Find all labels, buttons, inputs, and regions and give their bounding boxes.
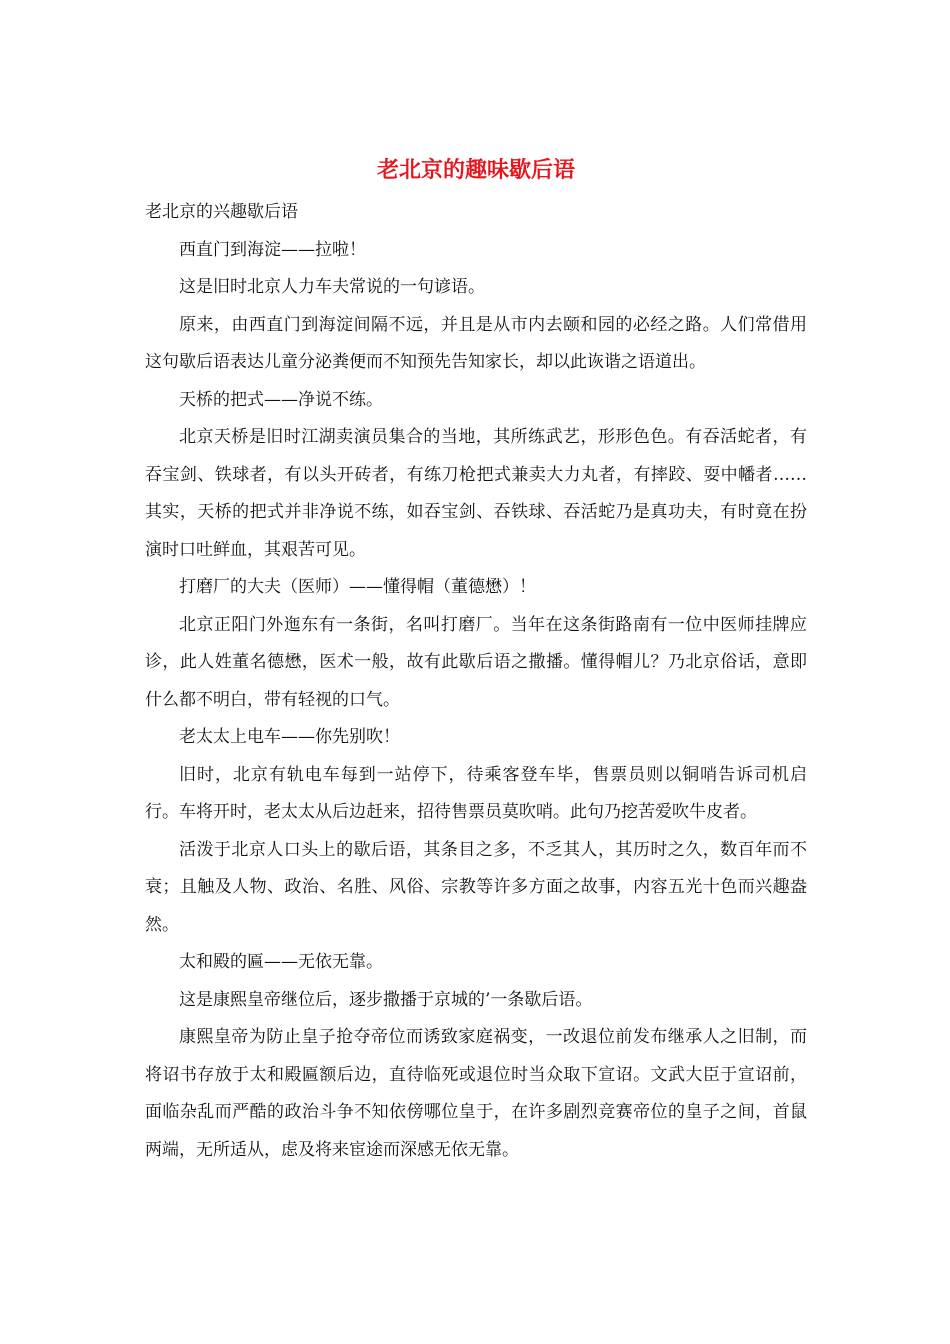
paragraph: 打磨厂的大夫（医师）——懂得帽（董德懋）！	[179, 577, 536, 597]
paragraph: 天桥的把式——净说不练。	[179, 389, 383, 410]
paragraph: 旧时，北京有轨电车每到一站停下，待乘客登车毕，售票员则以铜哨告诉司机启行。车将开时，老太太从后边赶来，招待售票员莫吹哨。此句乃挖苦爱吹牛皮者。	[145, 764, 807, 822]
paragraph: 原来，由西直门到海淀间隔不远，并且是从市内去颐和园的必经之路。人们常借用这句歇后语表达儿童分泌粪便而不知预先告知家长，却以此诙谐之语道出。	[145, 314, 807, 372]
paragraph: 北京正阳门外迤东有一条街，名叫打磨厂。当年在这条街路南有一位中医师挂牌应诊，此人姓董名德懋，医术一般，故有此歇后语之撒播。懂得帽儿？乃北京俗话，意即什么都不明白，带有轻视的口气。	[145, 614, 807, 710]
document-title: 老北京的趣味歇后语	[376, 157, 575, 183]
paragraph: 这是旧时北京人力车夫常说的一句谚语。	[179, 277, 485, 297]
document-page	[145, 148, 807, 1169]
paragraph: 太和殿的匾——无依无靠。	[179, 952, 383, 972]
paragraph: 老太太上电车——你先别吹！	[179, 727, 400, 747]
document-subtitle: 老北京的兴趣歇后语	[145, 202, 298, 222]
paragraph: 活泼于北京人口头上的歇后语，其条目之多，不乏其人，其历时之久，数百年而不衰；且触及人物、政治、名胜、风俗、宗教等许多方面之故事，内容五光十色而兴趣盎然。	[145, 839, 807, 935]
paragraph: 北京天桥是旧时江湖卖演员集合的当地，其所练武艺，形形色色。有吞活蛇者，有吞宝剑、铁球者，有以头开砖者，有练刀枪把式兼卖大力丸者，有摔跤、耍中幡者……其实，天桥的把式并非净说不练，如吞宝剑、吞铁球、吞活蛇乃是真功夫，有时竟在扮演时口吐鲜血，其艰苦可见。	[145, 427, 807, 560]
paragraph: 康熙皇帝为防止皇子抢夺帝位而诱致家庭祸变，一改退位前发布继承人之旧制，而将诏书存放于太和殿匾额后边，直待临死或退位时当众取下宣诏。文武大臣于宣诏前，面临杂乱而严酷的政治斗争不知依傍哪位皇于，在许多剧烈竞赛帝位的皇子之间，首鼠两端，无所适从，虑及将来宦途而深感无依无靠。	[145, 1027, 807, 1160]
paragraph: 这是康熙皇帝继位后，逐步撒播于京城的’一条歇后语。	[179, 989, 593, 1010]
paragraph: 西直门到海淀——拉啦！	[179, 239, 366, 260]
